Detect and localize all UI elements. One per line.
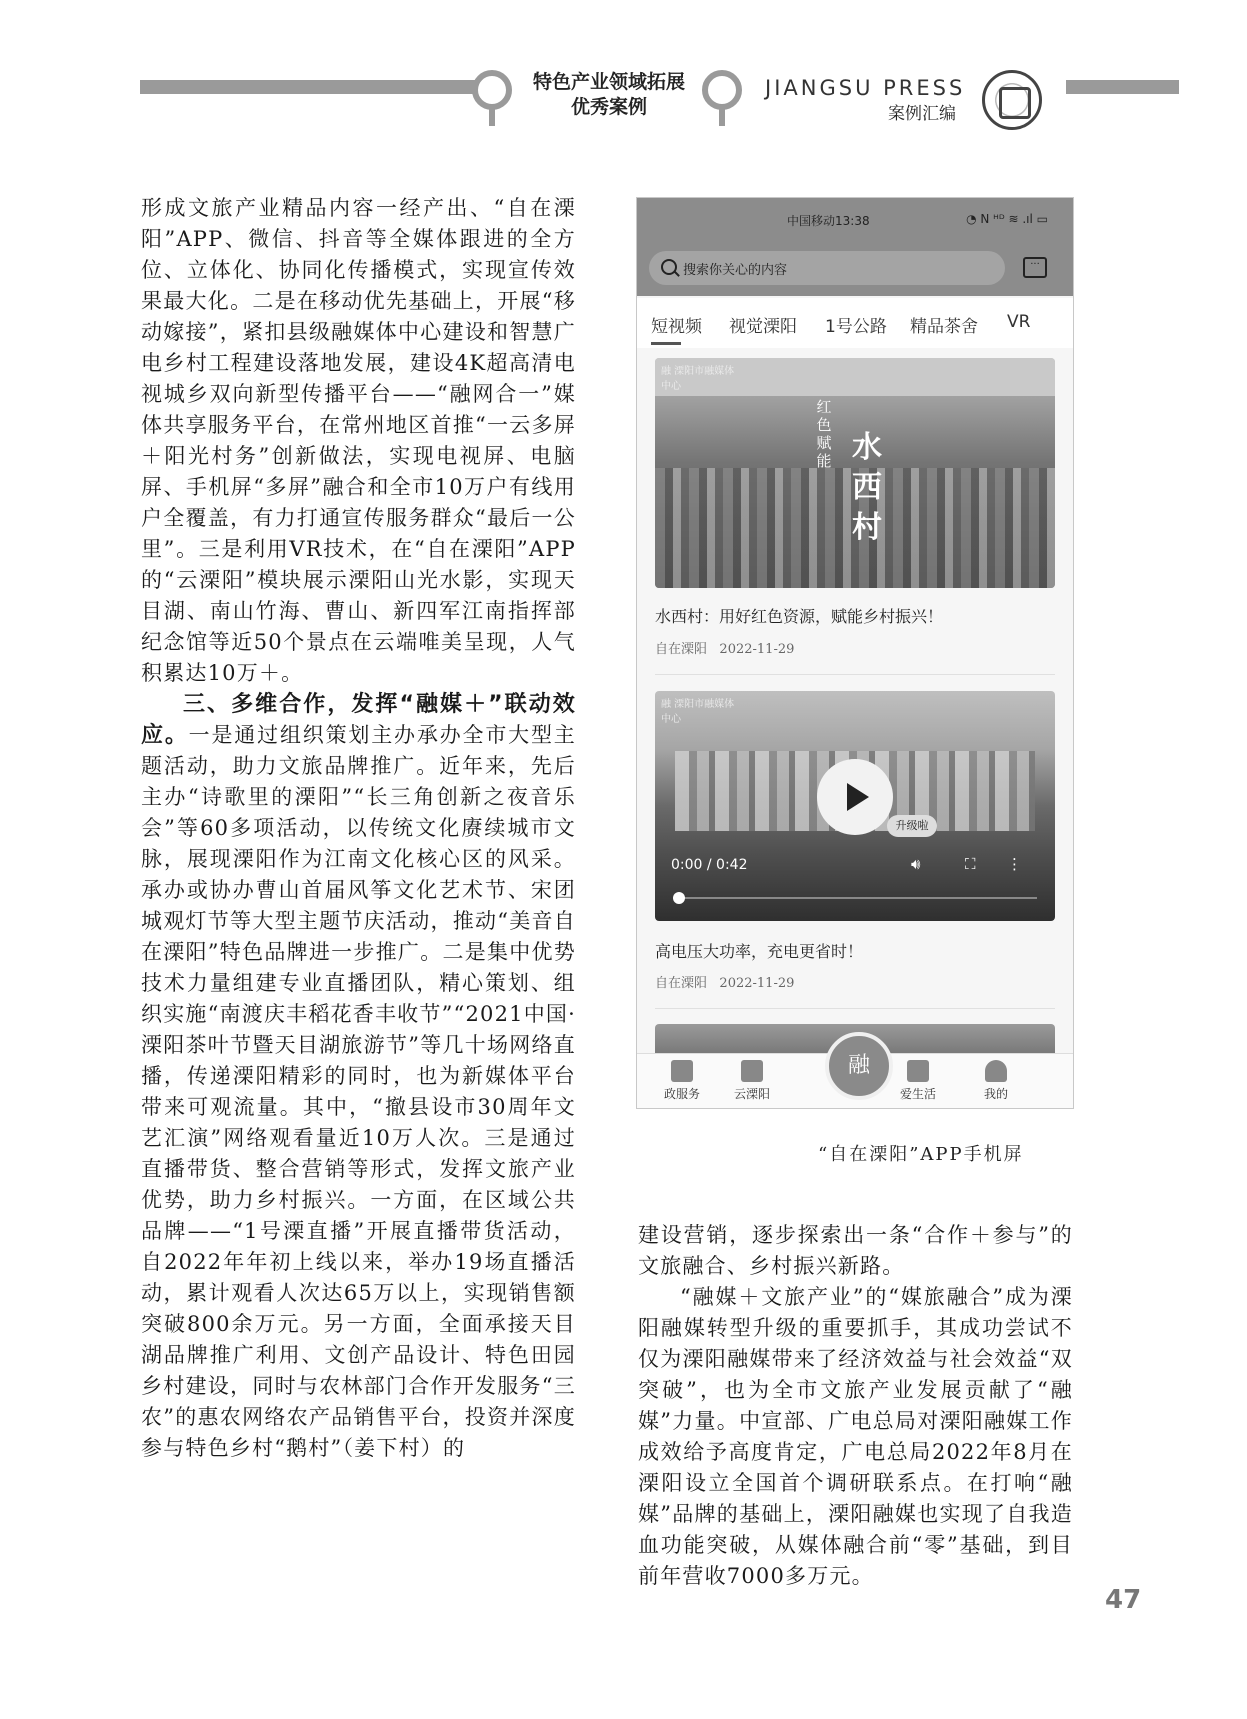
fullscreen-icon[interactable]: ⛶ — [965, 855, 976, 873]
tab-tea-house[interactable]: 精品茶舍 — [910, 317, 978, 337]
video-icon — [741, 1060, 763, 1082]
tab-visual-liyang[interactable]: 视觉溧阳 — [729, 317, 797, 337]
user-icon — [985, 1060, 1007, 1082]
media-center-logo: 融 溧阳市融媒体中心 — [661, 366, 735, 392]
search-input[interactable] — [649, 251, 1005, 285]
nav-label: 政服务 — [663, 1087, 700, 1101]
news-source: 自在溧阳 — [655, 642, 708, 657]
overlay-text-small: 红色赋能 — [816, 398, 832, 470]
tab-short-video[interactable]: 短视频 — [651, 317, 702, 337]
pin-icon — [702, 70, 742, 110]
paragraph-body: 一是通过组织策划主办承办全市大型主题活动，助力文旅品牌推广。近年来，先后主办“诗歌里的溧阳”“长三角创新之夜音乐会”等60多项活动，以传统文化赓续城市文脉，展现溧阳作为江南文化核心区的风采。承办或协办曹山首届风筝文化艺术节、宋团城观灯节等大型主题节庆活动，推动“美音自在溧阳”特色品牌进一步推广。二是集中优势技术力量组建专业直播团队，精心策划、组织实施“南渡庆丰稻花香丰收节”“2021中国·溧阳茶叶节暨天目湖旅游节”等几十场网络直播，传递溧阳精彩的同时，也为新媒体平台带来可观流量。其中，“撤县设市30周年文艺汇演”网络观看量近10万人次。三是通过直播带货、整合营销等形式，发挥文旅产业优势，助力乡村振兴。一方面，在区域公共品牌——“1号溧直播”开展直播带货活动，自2022年年初上线以来，举办19场直播活动，累计观看人次达65万以上，实现销售额突破800余万元。另一方面，全面承接天目湖品牌推广利用、文创产品设计、特色田园乡村建设，同时与农林部门合作开发服务“三农”的惠农网络农产品销售平台，投资并深度参与特色乡村“鹅村”（姜下村）的 — [141, 723, 576, 1460]
active-tab-indicator — [651, 342, 681, 345]
figure-caption: “自在溧阳”APP手机屏 — [818, 1144, 1024, 1165]
app-header — [637, 198, 1073, 296]
tab-no1-road[interactable]: 1号公路 — [825, 317, 887, 337]
life-icon — [907, 1060, 929, 1082]
header-rule-left — [140, 80, 475, 94]
paragraph: 建设营销，逐步探索出一条“合作＋参与”的文旅融合、乡村振兴新路。 — [638, 1223, 1073, 1278]
news-card-title[interactable]: 水西村：用好红色资源，赋能乡村振兴！ — [655, 607, 944, 626]
nav-life[interactable] — [883, 1060, 953, 1102]
header-rule-right — [1066, 80, 1179, 94]
status-bar-icons: ◔ N ᴴᴰ ≋ .ıl ▭ — [966, 212, 1048, 226]
search-placeholder: 搜索你关心的内容 — [683, 263, 788, 278]
nav-cloud-liyang[interactable] — [717, 1060, 787, 1102]
status-bar-carrier-time: 中国移动13:38 — [787, 214, 870, 228]
media-center-logo: 融 溧阳市融媒体中心 — [661, 699, 735, 725]
news-card-image[interactable] — [655, 358, 1055, 588]
news-card-meta — [655, 638, 794, 657]
message-icon[interactable]: ··· — [1023, 257, 1047, 278]
pin-icon — [472, 70, 512, 110]
search-icon — [661, 259, 677, 275]
upgrade-badge: 升级啦 — [887, 815, 937, 837]
news-source: 自在溧阳 — [655, 976, 708, 991]
news-card-title[interactable]: 高电压大功率，充电更省时！ — [655, 942, 864, 961]
divider — [655, 1008, 1055, 1009]
overlay-text-big: 水西村 — [852, 430, 882, 545]
section-title-line1: 特色产业领域拓展 — [532, 71, 685, 93]
paragraph: “融媒＋文旅产业”的“媒旅融合”成为溧阳融媒转型升级的重要抓手，其成功尝试不仅为溧阳融媒带来了经济效益与社会效益“双突破”，也为全市文旅产业发展贡献了“融媒”力量。中宣部、广电总局对溧阳融媒工作成效给予高度肯定，广电总局2022年8月在溧阳设立全国首个调研联系点。在打响“融媒”品牌的基础上，溧阳融媒也实现了自我造血功能突破，从媒体融合前“零”基础，到目前年营收7000多万元。 — [638, 1285, 1073, 1588]
divider — [655, 674, 1055, 675]
video-progress-track[interactable] — [677, 897, 1037, 899]
nav-me[interactable] — [961, 1060, 1031, 1102]
nav-label: 我的 — [983, 1087, 1008, 1101]
volume-icon[interactable]: 🔊︎ — [911, 855, 921, 873]
section-heading: 三、多维合作，发挥“融媒＋”联动效应。 — [141, 692, 576, 748]
diamond-icon — [671, 1060, 693, 1082]
news-date: 2022-11-29 — [719, 976, 795, 991]
association-seal-logo — [982, 70, 1042, 130]
paragraph — [141, 689, 576, 1464]
tab-vr[interactable]: VR — [1007, 312, 1031, 332]
publish-button[interactable]: 融 — [825, 1032, 893, 1100]
section-title-line2: 优秀案例 — [570, 96, 647, 118]
more-options-icon[interactable]: ⋮ — [1007, 855, 1022, 873]
section-title — [514, 70, 704, 120]
left-text-column — [141, 193, 576, 1464]
paragraph: 形成文旅产业精品内容一经产出、“自在溧阳”APP、微信、抖音等全媒体跟进的全方位、立体化、协同化传播模式，实现宣传效果最大化。二是在移动优先基础上，开展“移动嫁接”，紧扣县级融媒体中心建设和智慧广电乡村工程建设落地发展，建设4K超高清电视城乡双向新型传播平台——“融网合一”媒体共享服务平台，在常州地区首推“一云多屏＋阳光村务”创新做法，实现电视屏、电脑屏、手机屏“多屏”融合和全市10万户有线用户全覆盖，有力打通宣传服务群众“最后一公里”。三是利用VR技术，在“自在溧阳”APP的“云溧阳”模块展示溧阳山光水影，实现天目湖、南山竹海、曹山、新四军江南指挥部纪念馆等近50个景点在云端唯美呈现，人气积累达10万＋。 — [141, 196, 576, 685]
news-card-meta — [655, 972, 794, 991]
tab-bar — [637, 298, 1073, 348]
video-player[interactable] — [655, 691, 1055, 921]
publication-name: JIANGSU PRESS — [765, 76, 966, 100]
publication-subtitle: 案例汇编 — [888, 104, 956, 124]
news-date: 2022-11-29 — [719, 642, 795, 657]
right-text-column — [638, 1220, 1073, 1592]
page-number: 47 — [1105, 1585, 1142, 1615]
nav-label: 云溧阳 — [733, 1087, 770, 1101]
video-progress-handle[interactable] — [673, 892, 685, 904]
nav-gov-service[interactable] — [647, 1060, 717, 1102]
nav-label: 爱生活 — [899, 1087, 936, 1101]
play-icon[interactable] — [817, 759, 893, 835]
video-time: 0:00 / 0:42 — [671, 857, 748, 873]
app-screenshot — [636, 197, 1074, 1109]
